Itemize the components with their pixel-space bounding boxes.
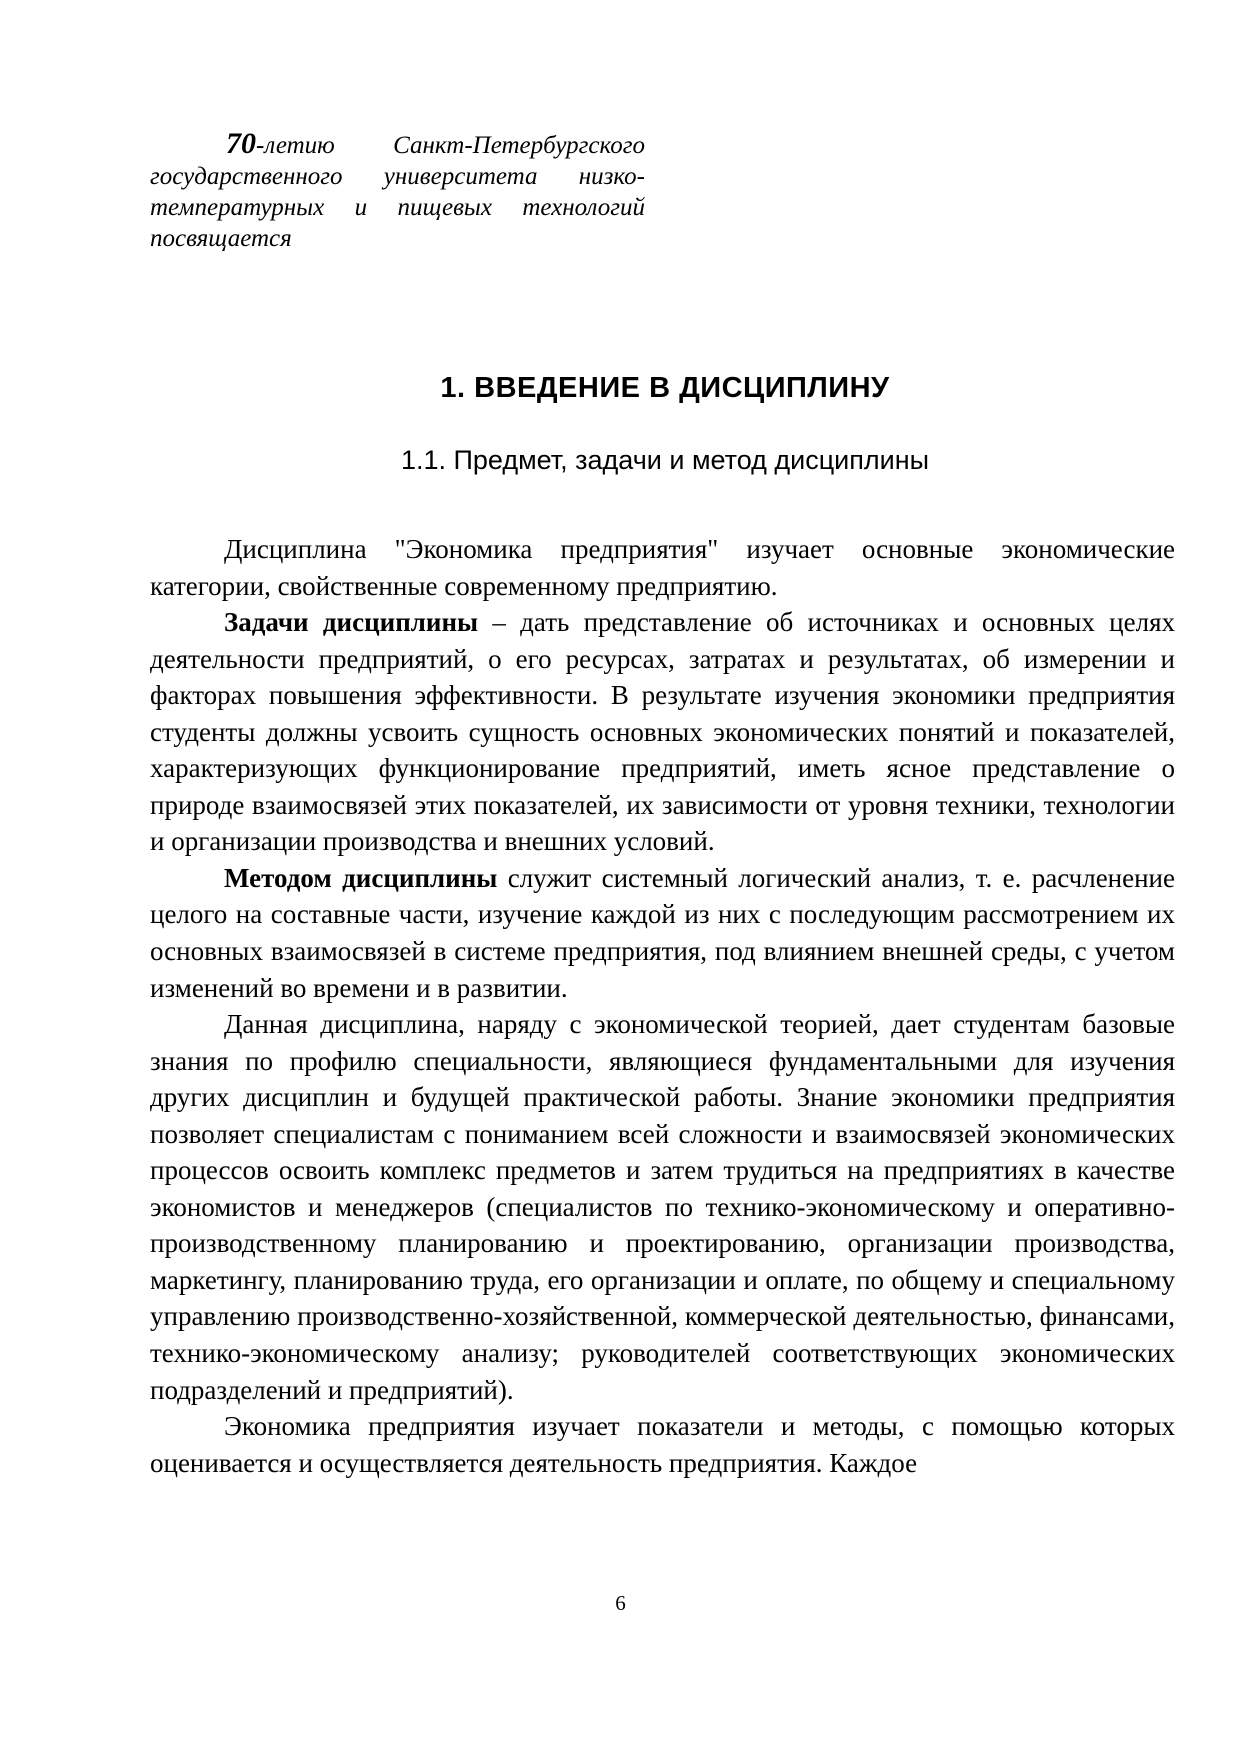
paragraph-3-text: служит системный логический анализ, т. е. расчленение целого на составные части, изучение каждой из них с последующим рассмотрением их основных взаимосвязей в системе предприятия, под влиянием внешней среды, с учетом изменений во времени и в развитии. xyxy=(150,862,1175,1003)
paragraph-2 xyxy=(150,604,1175,860)
dedication-line-4: посвящается xyxy=(150,225,292,252)
body-text xyxy=(150,531,1175,1481)
paragraph-4: Данная дисциплина, наряду с экономической теорией, дает студентам базовые знания по профилю специальности, являющиеся фундаментальными для изучения других дисциплин и будущей практической работы. Знание экономики предприятия позволяет специалистам с пониманием всей сложности и взаимосвязей экономических процессов освоить комплекс предметов и затем трудиться на предприятиях в качестве экономистов и менеджеров (специалистов по технико-экономическому и оперативно-производственному планированию и проектированию, организации производства, маркетингу, планированию труда, его организации и оплате, по общему и специальному управлению производственно-хозяйственной, коммерческой деятельностью, финансами, технико-экономическому анализу; руководителей соответствующих экономических подразделений и предприятий). xyxy=(150,1009,1175,1405)
paragraph-1: Дисциплина "Экономика предприятия" изучает основные экономические категории, свойственные современному предприятию. xyxy=(150,534,1175,601)
paragraph-3 xyxy=(150,860,1175,1006)
dedication xyxy=(150,128,645,254)
section-title: 1.1. Предмет, задачи и метод дисциплины xyxy=(400,445,930,475)
dedication-number: 70 xyxy=(226,127,256,160)
paragraph-2-term: Задачи дисциплины xyxy=(224,607,479,638)
paragraph-2-text: – дать представление об источниках и основных целях деятельности предприятий, о его ресурсах, затратах и результатах, об измерении и факторах повышения эффективности. В результате изучения экономики предприятия студенты должны усвоить сущность основных экономических понятий и показателей, характеризующих функционирование предприятий, иметь ясное представление о природе взаимосвязей этих показателей, их зависимости от уровня техники, технологии и организации производства и внешних условий. xyxy=(150,607,1175,857)
paragraph-5: Экономика предприятия изучает показатели и методы, с помощью которых оценивается и осуществляется деятельность предприятия. Каждое xyxy=(150,1411,1175,1478)
dedication-line-1-text: -летию Санкт-Петербургского xyxy=(256,132,645,159)
page-number: 6 xyxy=(615,1591,626,1615)
dedication-line-2: государственного университета низко- xyxy=(150,163,645,190)
dedication-line-3: температурных и пищевых технологий xyxy=(150,194,645,221)
chapter-title: 1. ВВЕДЕНИЕ В ДИСЦИПЛИНУ xyxy=(440,372,890,404)
dedication-line-1 xyxy=(150,128,645,161)
paragraph-3-term: Методом дисциплины xyxy=(224,862,498,893)
